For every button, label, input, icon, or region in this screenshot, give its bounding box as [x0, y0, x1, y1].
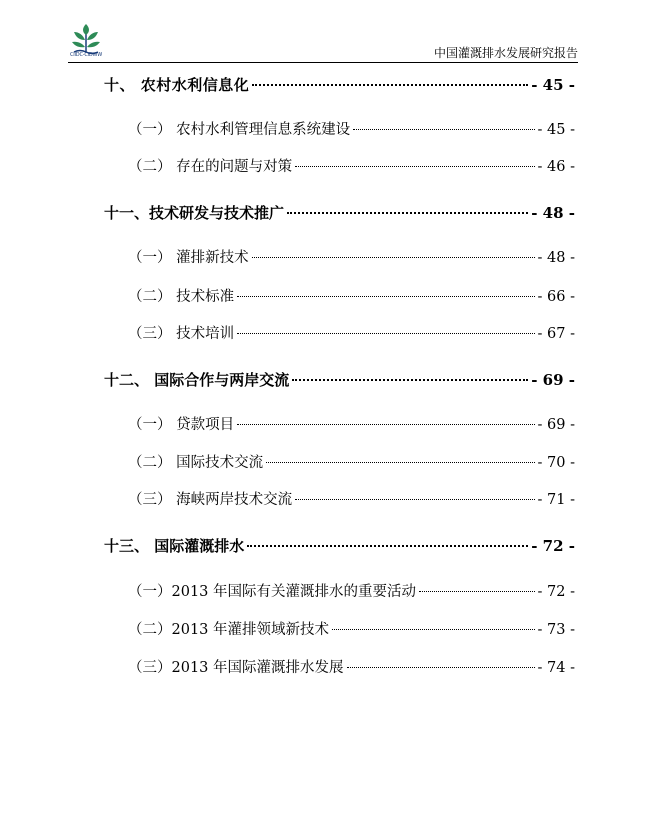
toc-section-13-2[interactable] — [128, 620, 575, 640]
toc-entry-label: （一） 灌排新技术 — [128, 250, 249, 266]
dot-leader — [353, 129, 534, 130]
dot-leader — [237, 296, 534, 297]
toc-section-13-3[interactable] — [128, 658, 575, 678]
dot-leader — [295, 166, 534, 167]
toc-entry-label: （一）2013 年国际有关灌溉排水的重要活动 — [128, 584, 417, 600]
toc-entry-label: （三） 技术培训 — [128, 326, 235, 342]
dot-leader — [419, 591, 535, 592]
toc-chapter-11[interactable] — [104, 203, 575, 223]
dot-leader — [332, 629, 535, 630]
toc-section-12-1[interactable] — [128, 415, 575, 435]
toc-page-number: - 69 - — [537, 417, 575, 433]
toc-page-number: - 70 - — [537, 455, 575, 471]
toc-entry-label: （二） 国际技术交流 — [128, 455, 264, 471]
toc-section-12-2[interactable] — [128, 453, 575, 473]
toc-page-number: - 45 - — [537, 122, 575, 138]
toc-entry-label: 十二、 国际合作与两岸交流 — [104, 371, 290, 389]
toc-entry-label: （一） 贷款项目 — [128, 417, 235, 433]
toc-page-number: - 46 - — [537, 159, 575, 175]
toc-page-number: - 72 - — [531, 537, 575, 555]
toc-page-number: - 74 - — [537, 660, 575, 676]
dot-leader — [295, 499, 534, 500]
toc-page-number: - 73 - — [537, 622, 575, 638]
toc-entry-label: （三）2013 年国际灌溉排水发展 — [128, 660, 344, 676]
dot-leader — [237, 333, 534, 334]
toc-section-11-3[interactable] — [128, 324, 575, 344]
logo-caption: CIIDC-CIDWW — [69, 52, 103, 58]
toc-entry-label: （三） 海峡两岸技术交流 — [128, 492, 293, 508]
toc-chapter-13[interactable] — [104, 536, 575, 556]
toc-entry-label: （二）2013 年灌排领域新技术 — [128, 622, 330, 638]
toc-page-number: - 71 - — [537, 492, 575, 508]
dot-leader — [287, 212, 528, 214]
toc-entry-label: （二） 技术标准 — [128, 289, 235, 305]
dot-leader — [347, 667, 535, 668]
toc-section-12-3[interactable] — [128, 490, 575, 510]
toc-page-number: - 45 - — [531, 76, 575, 94]
toc-page-number: - 69 - — [531, 371, 575, 389]
toc-section-13-1[interactable] — [128, 582, 575, 602]
toc-section-11-2[interactable] — [128, 287, 575, 307]
toc-section-10-1[interactable] — [128, 120, 575, 140]
toc-entry-label: （一） 农村水利管理信息系统建设 — [128, 122, 351, 138]
dot-leader — [292, 379, 528, 381]
dot-leader — [247, 545, 528, 547]
toc-section-11-1[interactable] — [128, 248, 575, 268]
dot-leader — [237, 424, 534, 425]
toc-section-10-2[interactable] — [128, 157, 575, 177]
toc-page-number: - 48 - — [531, 204, 575, 222]
dot-leader — [266, 462, 534, 463]
toc-entry-label: 十、 农村水利信息化 — [104, 76, 250, 94]
toc-entry-label: 十一、技术研发与技术推广 — [104, 204, 285, 222]
toc-page-number: - 66 - — [537, 289, 575, 305]
dot-leader — [252, 257, 535, 258]
toc-entry-label: 十三、 国际灌溉排水 — [104, 537, 245, 555]
toc-page-number: - 67 - — [537, 326, 575, 342]
toc-chapter-12[interactable] — [104, 370, 575, 390]
toc-entry-label: （二） 存在的问题与对策 — [128, 159, 293, 175]
dot-leader — [252, 84, 528, 86]
report-title: 中国灌溉排水发展研究报告 — [433, 46, 578, 60]
toc-chapter-10[interactable] — [104, 75, 575, 95]
toc-page-number: - 48 - — [537, 250, 575, 266]
toc-page-number: - 72 - — [537, 584, 575, 600]
